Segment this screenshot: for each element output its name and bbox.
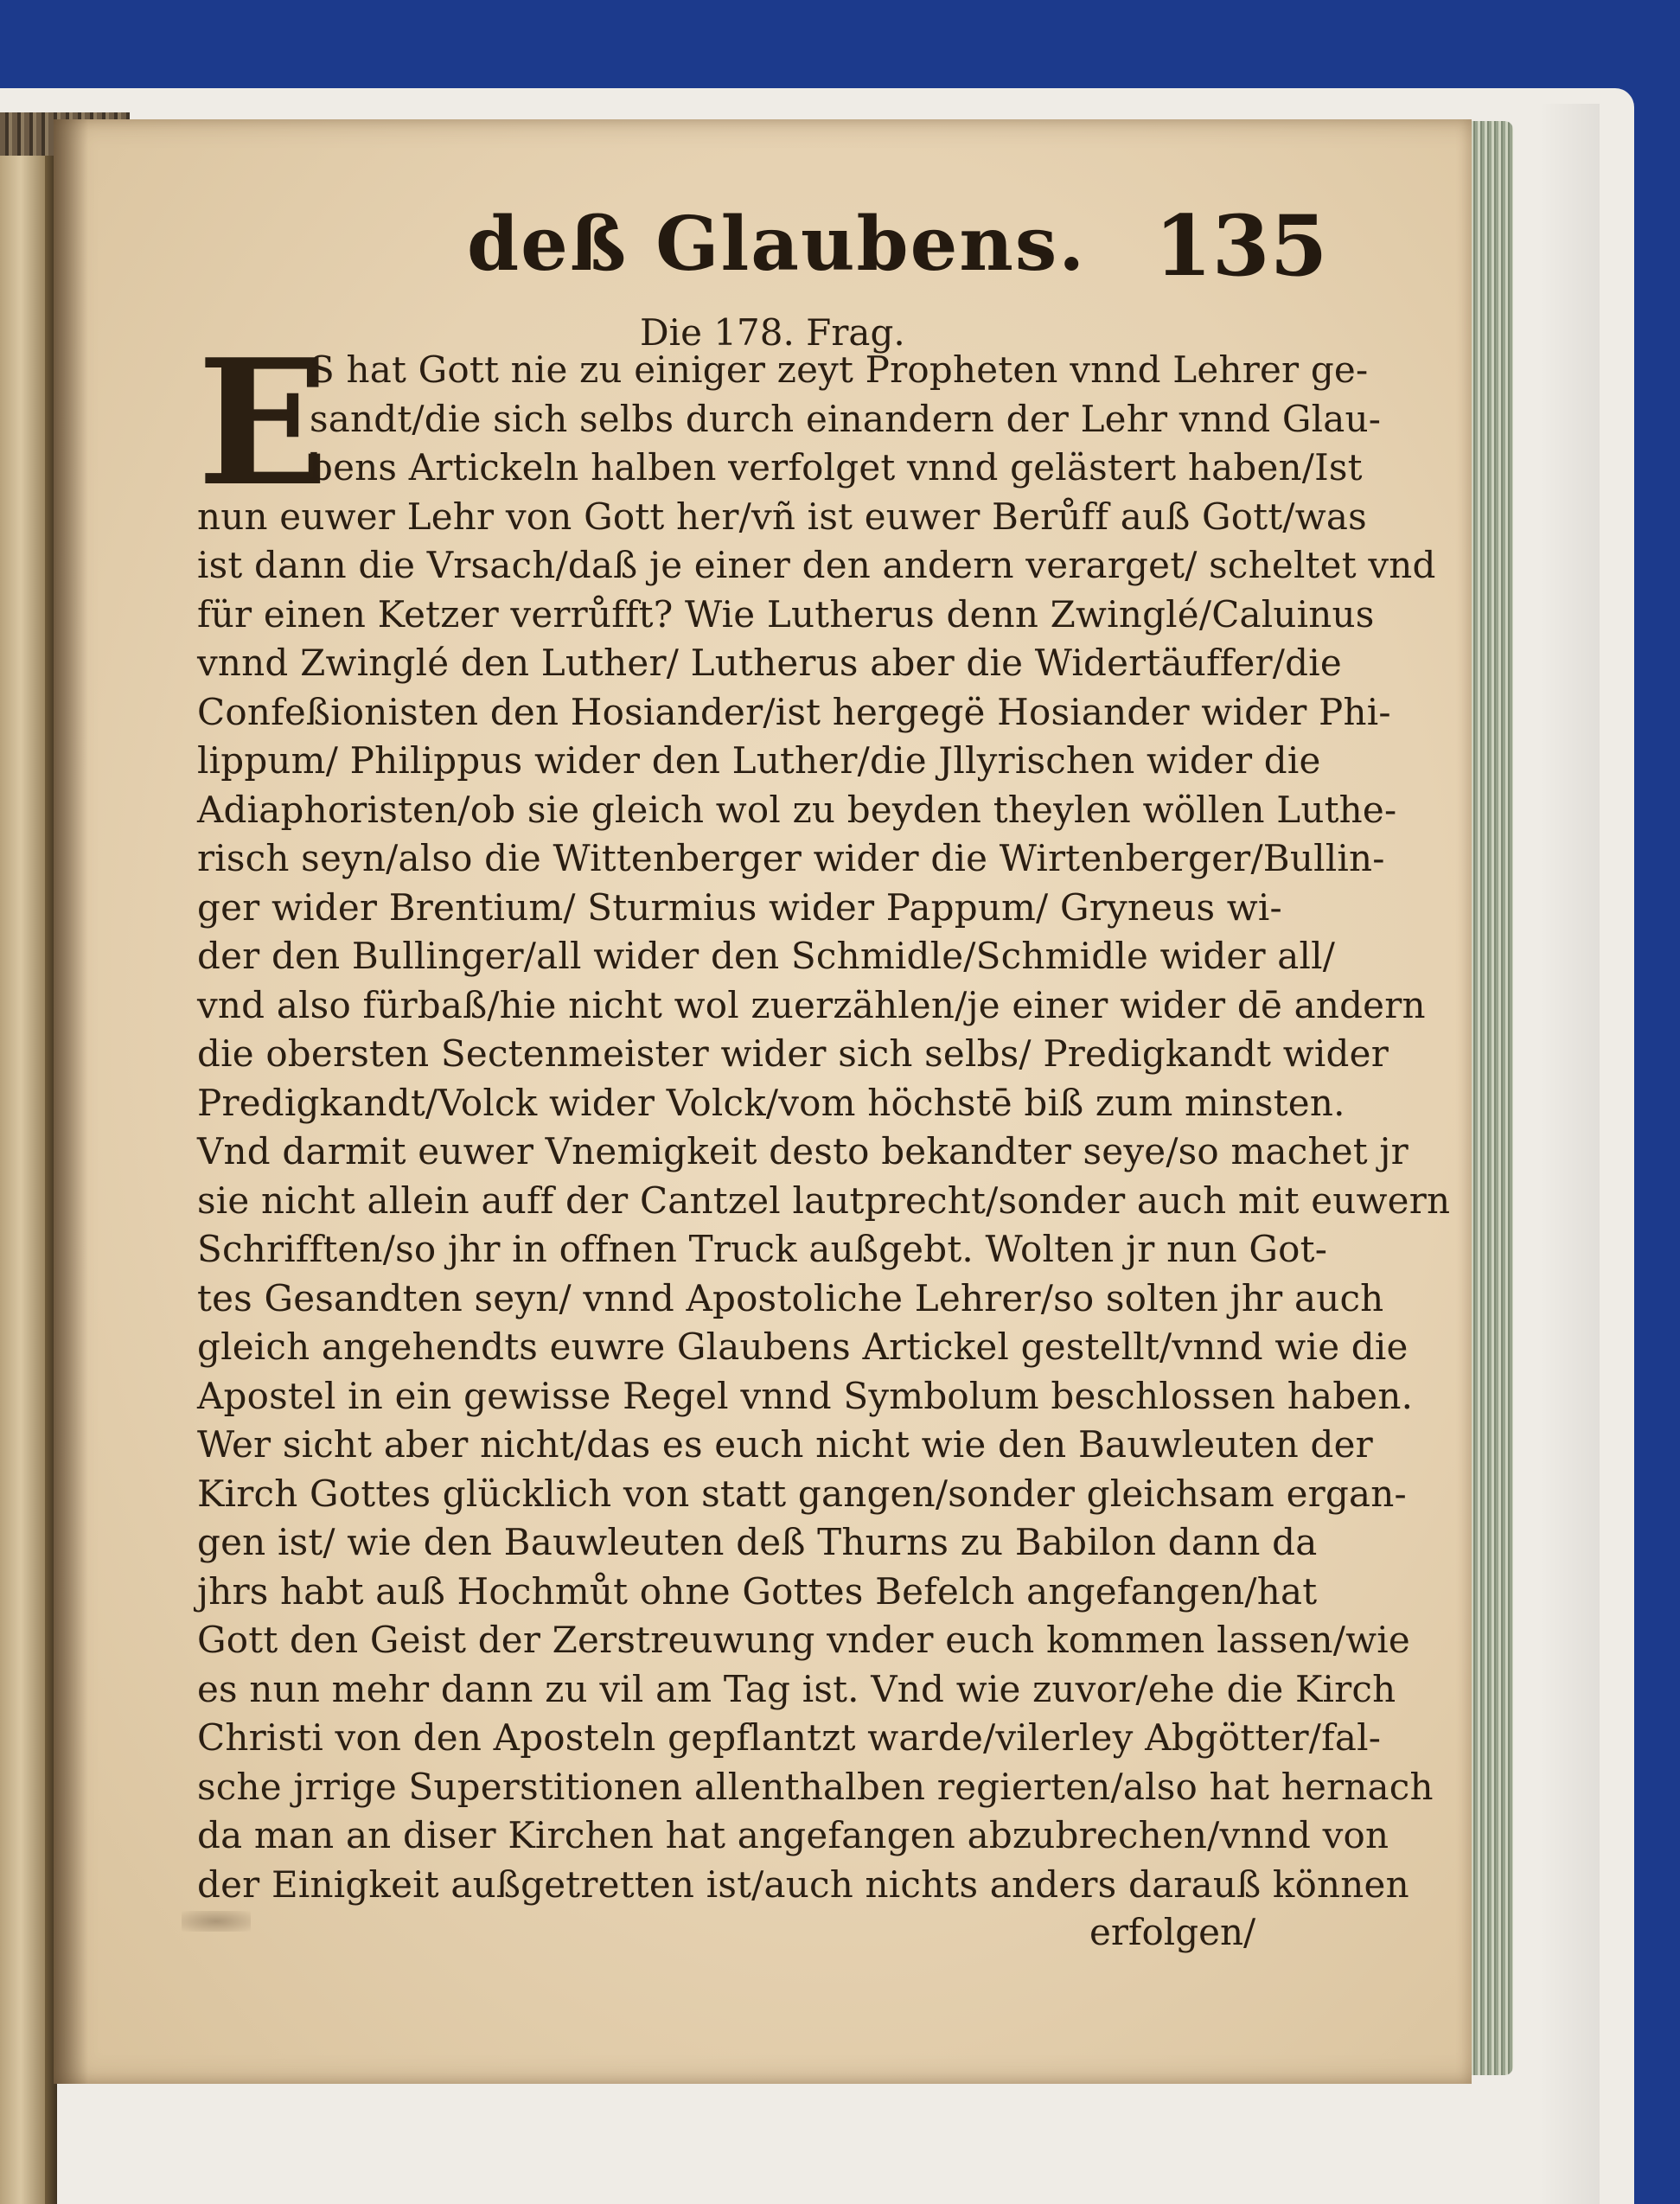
text-line: Schrifften/so jhr in offnen Truck außgebt. Wolten jr nun Got- [197, 1228, 1328, 1270]
text-line: Gott den Geist der Zerstreuwung vnder euch kommen lassen/wie [197, 1619, 1410, 1661]
text-line: Kirch Gottes glücklich von statt gangen/sonder gleichsam ergan- [197, 1472, 1407, 1515]
card-shadow [1539, 104, 1600, 2204]
body-text [197, 346, 1451, 1909]
text-line: risch seyn/also die Wittenberger wider die Wirtenberger/Bullin- [197, 837, 1385, 879]
text-line: tes Gesandten seyn/ vnnd Apostoliche Lehrer/so solten jhr auch [197, 1276, 1384, 1319]
text-line: S hat Gott nie zu einiger zeyt Propheten vnnd Lehrer ge- [310, 348, 1369, 391]
text-line: lippum/ Philippus wider den Luther/die Jllyrischen wider die [197, 739, 1321, 782]
drop-cap: E [197, 322, 329, 525]
text-line: sie nicht allein auff der Cantzel lautprecht/sonder auch mit euwern [197, 1179, 1451, 1222]
text-line: Apostel in ein gewisse Regel vnnd Symbolum beschlossen haben. [197, 1374, 1414, 1417]
text-line: die obersten Sectenmeister wider sich selbs/ Predigkandt wider [197, 1032, 1389, 1075]
ink-smudge [182, 1911, 251, 1932]
running-head: deß Glaubens. [467, 201, 1087, 288]
text-line: Adiaphoristen/ob sie gleich wol zu beyden theylen wöllen Luthe- [197, 788, 1397, 831]
text-line: vnd also fürbaß/hie nicht wol zuerzählen/je einer wider dē andern [197, 983, 1426, 1026]
spine-shadow [54, 119, 88, 2084]
text-line: Confeßionisten den Hosiander/ist hergegë Hosiander wider Phi- [197, 690, 1391, 733]
page-number: 135 [1154, 197, 1328, 295]
text-line: sandt/die sich selbs durch einandern der Lehr vnnd Glau- [310, 397, 1382, 440]
text-line: der den Bullinger/all wider den Schmidle/Schmidle wider all/ [197, 935, 1336, 977]
text-line: sche jrrige Superstitionen allenthalben regierten/also hat hernach [197, 1765, 1434, 1808]
text-line: Wer sicht aber nicht/das es euch nicht wie den Bauwleuten der [197, 1423, 1373, 1466]
text-line: es nun mehr dann zu vil am Tag ist. Vnd wie zuvor/ehe die Kirch [197, 1667, 1396, 1710]
text-line: da man an diser Kirchen hat angefangen abzubrechen/vnnd von [197, 1814, 1389, 1856]
text-line: Vnd darmit euwer Vnemigkeit desto bekandter seye/so machet jr [197, 1130, 1409, 1172]
text-line: Christi von den Aposteln gepflantzt warde/vilerley Abgötter/fal- [197, 1716, 1382, 1759]
text-line: nun euwer Lehr von Gott her/vñ ist euwer Berůff auß Gott/was [197, 495, 1367, 538]
text-line: gen ist/ wie den Bauwleuten deß Thurns zu Babilon dann da [197, 1521, 1318, 1563]
text-line: der Einigkeit außgetretten ist/auch nichts anders darauß können [197, 1862, 1409, 1906]
catchword: erfolgen/ [1089, 1911, 1256, 1953]
text-line: bens Artickeln halben verfolget vnnd gelästert haben/Ist [310, 446, 1363, 489]
text-line: für einen Ketzer verrůfft? Wie Lutherus denn Zwinglé/Caluinus [197, 592, 1375, 636]
facing-page-edge [0, 147, 52, 2204]
text-line: jhrs habt auß Hochmůt ohne Gottes Befelch angefangen/hat [197, 1569, 1318, 1613]
text-line: ger wider Brentium/ Sturmius wider Pappum/ Gryneus wi- [197, 885, 1282, 929]
text-line: Predigkandt/Volck wider Volck/vom höchstē biß zum minsten. [197, 1081, 1345, 1124]
text-line: ist dann die Vrsach/daß je einer den andern verarget/ scheltet vnd [197, 544, 1436, 586]
question-heading: Die 178. Frag. [640, 311, 905, 354]
text-line: vnnd Zwinglé den Luther/ Lutherus aber die Widertäuffer/die [197, 642, 1342, 684]
text-line: gleich angehendts euwre Glaubens Artickel gestellt/vnnd wie die [197, 1326, 1409, 1368]
